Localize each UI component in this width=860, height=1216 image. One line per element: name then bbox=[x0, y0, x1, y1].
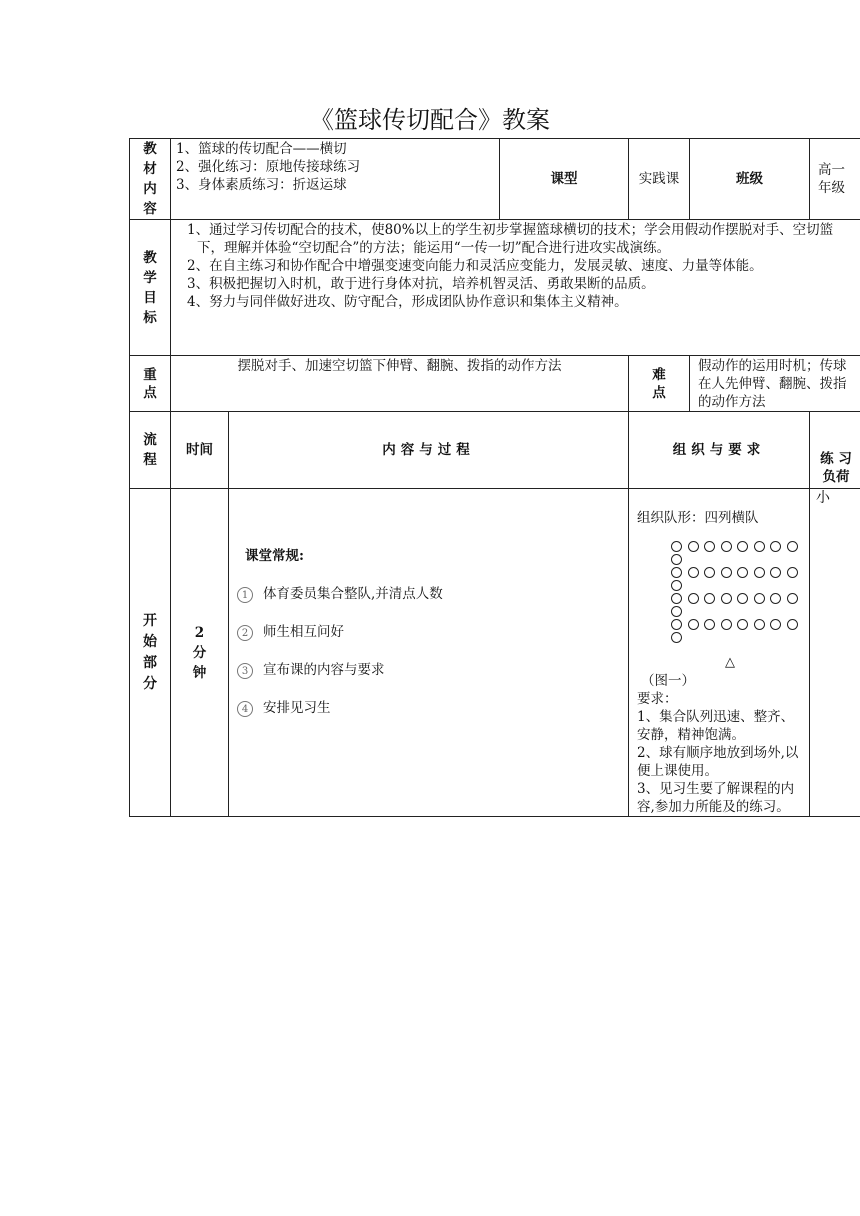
circled-number-icon: 4 bbox=[237, 701, 253, 717]
student-circle-icon bbox=[721, 619, 732, 630]
student-circle-icon bbox=[770, 593, 781, 604]
key-points-text: 摆脱对手、加速空切篮下伸臂、翻腕、拨指的动作方法 bbox=[171, 356, 629, 412]
routine-title: 课堂常规: bbox=[245, 548, 304, 564]
requirements-title: 要求： bbox=[637, 691, 678, 707]
formation-title: 组织队形：四列横队 bbox=[637, 510, 759, 526]
student-circle-icon bbox=[671, 567, 682, 578]
student-circle-icon bbox=[671, 554, 682, 565]
student-circle-icon bbox=[704, 567, 715, 578]
student-circle-icon bbox=[671, 632, 682, 643]
circled-number-icon: 1 bbox=[237, 587, 253, 603]
circled-number-icon: 2 bbox=[237, 625, 253, 641]
difficult-points-label: 难 点 bbox=[629, 356, 690, 412]
student-circle-icon bbox=[787, 567, 798, 578]
routine-item: 1 体育委员集合整队,并清点人数 bbox=[237, 585, 628, 603]
lesson-type-value: 实践课 bbox=[629, 139, 690, 220]
duration-label: 2 分 钟 bbox=[171, 489, 229, 817]
objective-item: 1、通过学习传切配合的技术，使80%以上的学生初步掌握篮球横切的技术；学会用假动作摆脱对手、空切篮下，理解并体验“空切配合”的方法；能运用“一传一切”配合进行进攻实战演练。 bbox=[187, 222, 834, 256]
formation-row bbox=[671, 541, 803, 567]
routine-content bbox=[229, 489, 629, 817]
key-points-row bbox=[130, 356, 860, 412]
student-circle-icon bbox=[754, 593, 765, 604]
formation-row bbox=[671, 619, 803, 645]
page-title: 《篮球传切配合》教案 bbox=[310, 106, 550, 134]
student-circle-icon bbox=[787, 593, 798, 604]
load-header: 练 习 负荷 bbox=[810, 412, 860, 489]
formation-row bbox=[671, 593, 803, 619]
time-header: 时间 bbox=[171, 412, 229, 489]
formation-row bbox=[671, 567, 803, 593]
teacher-position-icon: △ bbox=[725, 655, 735, 670]
student-circle-icon bbox=[721, 541, 732, 552]
material-item: 3、身体素质练习：折返运球 bbox=[176, 177, 347, 193]
objective-item: 4、努力与同伴做好进攻、防守配合，形成团队协作意识和集体主义精神。 bbox=[187, 294, 628, 310]
student-circle-icon bbox=[770, 567, 781, 578]
student-circle-icon bbox=[721, 593, 732, 604]
flow-header: 流 程 bbox=[130, 412, 171, 489]
lesson-plan-table bbox=[129, 138, 860, 817]
class-value: 高一年级 bbox=[810, 139, 860, 220]
student-circle-icon bbox=[671, 593, 682, 604]
student-circle-icon bbox=[737, 567, 748, 578]
formation-diagram bbox=[671, 541, 803, 645]
student-circle-icon bbox=[721, 567, 732, 578]
student-circle-icon bbox=[671, 619, 682, 630]
student-circle-icon bbox=[688, 593, 699, 604]
student-circle-icon bbox=[754, 619, 765, 630]
class-label: 班级 bbox=[690, 139, 810, 220]
difficult-points-text: 假动作的运用时机；传球在人先伸臂、翻腕、拨指的动作方法 bbox=[690, 356, 860, 412]
student-circle-icon bbox=[671, 541, 682, 552]
circled-number-icon: 3 bbox=[237, 663, 253, 679]
lesson-type-label: 课型 bbox=[500, 139, 629, 220]
student-circle-icon bbox=[671, 580, 682, 591]
student-circle-icon bbox=[754, 567, 765, 578]
student-circle-icon bbox=[770, 541, 781, 552]
materials-list bbox=[171, 139, 500, 220]
student-circle-icon bbox=[770, 619, 781, 630]
student-circle-icon bbox=[737, 619, 748, 630]
materials-label: 教 材 内 容 bbox=[130, 139, 171, 220]
student-circle-icon bbox=[688, 619, 699, 630]
student-circle-icon bbox=[787, 619, 798, 630]
student-circle-icon bbox=[704, 619, 715, 630]
stage-label: 开 始 部 分 bbox=[130, 489, 171, 817]
key-points-label: 重 点 bbox=[130, 356, 171, 412]
requirement-item: 1、集合队列迅速、整齐、安静，精神饱满。 bbox=[637, 709, 795, 743]
organization-content bbox=[629, 489, 810, 817]
routine-item: 2 师生相互问好 bbox=[237, 623, 628, 641]
student-circle-icon bbox=[737, 593, 748, 604]
student-circle-icon bbox=[754, 541, 765, 552]
objectives-label: 教 学 目 标 bbox=[130, 220, 171, 356]
figure-caption: （图一） bbox=[641, 673, 695, 689]
objective-item: 3、积极把握切入时机，敢于进行身体对抗，培养机智灵活、勇敢果断的品质。 bbox=[187, 276, 655, 292]
material-item: 2、强化练习：原地传接球练习 bbox=[176, 159, 361, 175]
routine-item: 4 安排见习生 bbox=[237, 699, 628, 717]
student-circle-icon bbox=[671, 606, 682, 617]
process-header-row bbox=[130, 412, 860, 489]
content-header: 内容与过程 bbox=[229, 412, 629, 489]
material-item: 1、篮球的传切配合——横切 bbox=[176, 141, 347, 157]
student-circle-icon bbox=[704, 593, 715, 604]
objectives-text bbox=[171, 220, 860, 356]
load-value: 小 bbox=[810, 489, 860, 817]
objectives-row bbox=[130, 220, 860, 356]
routine-item: 3 宣布课的内容与要求 bbox=[237, 661, 628, 679]
student-circle-icon bbox=[688, 541, 699, 552]
opening-section-row bbox=[130, 489, 860, 817]
materials-row bbox=[130, 139, 860, 220]
student-circle-icon bbox=[787, 541, 798, 552]
requirement-item: 2、球有顺序地放到场外,以便上课使用。 bbox=[637, 745, 799, 779]
student-circle-icon bbox=[704, 541, 715, 552]
organization-header: 组织与要求 bbox=[629, 412, 810, 489]
requirement-item: 3、见习生要了解课程的内容,参加力所能及的练习。 bbox=[637, 781, 795, 815]
student-circle-icon bbox=[688, 567, 699, 578]
objective-item: 2、在自主练习和协作配合中增强变速变向能力和灵活应变能力，发展灵敏、速度、力量等体能。 bbox=[187, 258, 763, 274]
student-circle-icon bbox=[737, 541, 748, 552]
